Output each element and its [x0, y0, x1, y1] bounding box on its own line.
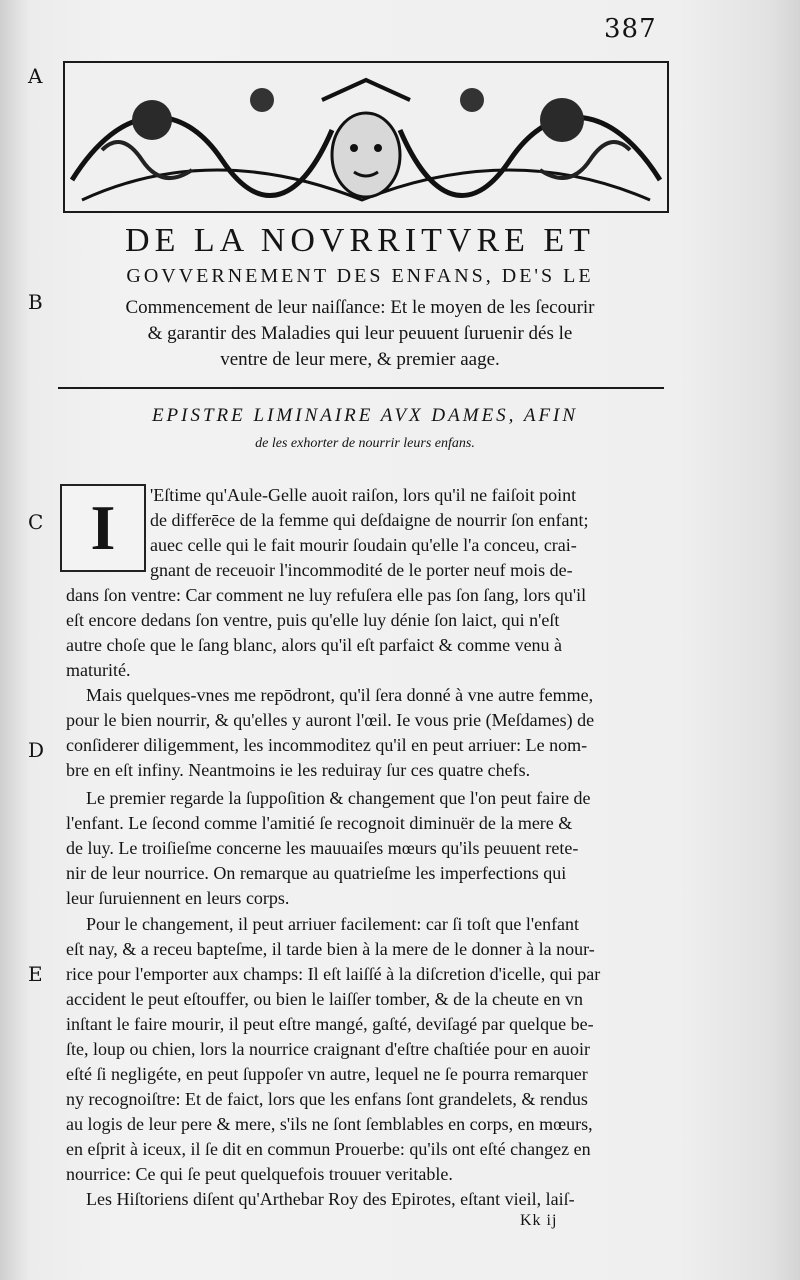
- text-line: ny recognoiſtre: Et de faict, lors que les enfans ſont grandelets, & rendus: [66, 1089, 588, 1109]
- text-line: accident le peut eſtouffer, ou bien le laiſſer tomber, & de la cheute en vn: [66, 989, 584, 1009]
- epistle-heading: EPISTRE LIMINAIRE AVX DAMES, AFIN: [151, 405, 579, 426]
- text-line: ſte, loup ou chien, lors la nourrice craignant d'eſtre chaſtiée pour en auoir: [66, 1039, 591, 1059]
- text-line: en eſprit à iceux, il ſe dit en commun Prouerbe: qu'ils ont eſté changez en: [66, 1139, 591, 1159]
- text-line: de luy. Le troiſieſme concerne les mauuaiſes mœurs qu'ils peuuent rete-: [66, 838, 579, 858]
- text-line: pour le bien nourrir, & qu'elles y auront l'œil. Ie vous prie (Meſdames) de: [66, 710, 595, 730]
- margin-letter-c: C: [28, 510, 44, 534]
- text-line: eſt encore dedans ſon ventre, puis qu'elle luy dénie ſon laict, qui n'eſt: [66, 610, 560, 630]
- text-line: l'enfant. Le ſecond comme l'amitié ſe recognoit diminuër de la mere &: [66, 813, 573, 833]
- text-line: eſté ſi negligéte, en peut ſuppoſer vn autre, lequel ne ſe pourra remarquer: [66, 1064, 588, 1084]
- headpiece-ornament: [62, 60, 670, 214]
- text-line: maturité.: [66, 660, 131, 680]
- text-line: conſiderer diligemment, les incommoditez qu'il en peut arriuer: Le nom-: [66, 735, 588, 755]
- text-line: autre choſe que le ſang blanc, alors qu'il eſt parfaict & comme venu à: [66, 635, 563, 655]
- text-line: gnant de receuoir l'incommodité de le porter neuf mois de-: [150, 560, 573, 580]
- title-line-1: DE LA NOVRRITVRE ET: [125, 222, 595, 259]
- title-line-3: Commencement de leur naiſſance: Et le moyen de les ſecourir: [125, 297, 595, 318]
- text-line: nourrice: Ce qui ſe peut quelquefois trouuer veritable.: [66, 1164, 453, 1184]
- text-line: Les Hiſtoriens diſent qu'Arthebar Roy des Epirotes, eſtant vieil, laiſ-: [86, 1189, 575, 1209]
- signature-mark: Kk ij: [520, 1212, 558, 1229]
- margin-letter-b: B: [28, 290, 43, 314]
- text-line: Mais quelques-vnes me repōdront, qu'il ſera donné à vne autre femme,: [86, 685, 594, 705]
- text-line: au logis de leur pere & mere, s'ils ne ſont ſemblables en corps, en mœurs,: [66, 1114, 593, 1134]
- margin-letter-e: E: [28, 962, 43, 986]
- title-line-4: & garantir des Maladies qui leur peuuent ſuruenir dés le: [147, 323, 573, 344]
- margin-letter-d: D: [28, 738, 45, 762]
- text-line: leur ſuruiennent en leurs corps.: [66, 888, 290, 908]
- text-line: nir de leur nourrice. On remarque au quatrieſme les imperfections qui: [66, 863, 567, 883]
- text-line: Le premier regarde la ſuppoſition & changement que l'on peut faire de: [86, 788, 591, 808]
- text-line: 'Eſtime qu'Aule-Gelle auoit raiſon, lors qu'il ne faiſoit point: [150, 485, 577, 505]
- text-line: de differēce de la femme qui deſdaigne de nourrir ſon enfant;: [150, 510, 589, 530]
- page-number: 387: [604, 14, 657, 44]
- title-line-5: ventre de leur mere, & premier aage.: [220, 349, 500, 370]
- text-line: auec celle qui le fait mourir ſoudain qu'elle l'a conceu, crai-: [150, 535, 577, 555]
- margin-letter-a: A: [28, 64, 43, 88]
- text-line: inſtant le faire mourir, il peut eſtre mangé, gaſté, deviſagé par quelque be-: [66, 1014, 594, 1034]
- initial-letter: I: [90, 492, 116, 563]
- epistle-subheading: de les exhorter de nourrir leurs enfans.: [255, 436, 475, 451]
- text-line: Pour le changement, il peut arriuer facilement: car ſi toſt que l'enfant: [86, 914, 580, 934]
- text-line: bre en eſt infiny. Neantmoins ie les reduiray ſur ces quatre chefs.: [66, 760, 531, 780]
- decorated-initial: [60, 484, 146, 572]
- text-line: dans ſon ventre: Car comment ne luy refuſera elle pas ſon ſang, lors qu'il: [66, 585, 587, 605]
- text-line: eſt nay, & a receu bapteſme, il tarde bien à la mere de le donner à la nour-: [66, 939, 595, 959]
- title-line-2: GOVVERNEMENT DES ENFANS, DE'S LE: [126, 265, 594, 287]
- text-line: rice pour l'emporter aux champs: Il eſt laiſſé à la diſcretion d'icelle, qui par: [66, 964, 601, 984]
- divider-rule: [58, 387, 664, 389]
